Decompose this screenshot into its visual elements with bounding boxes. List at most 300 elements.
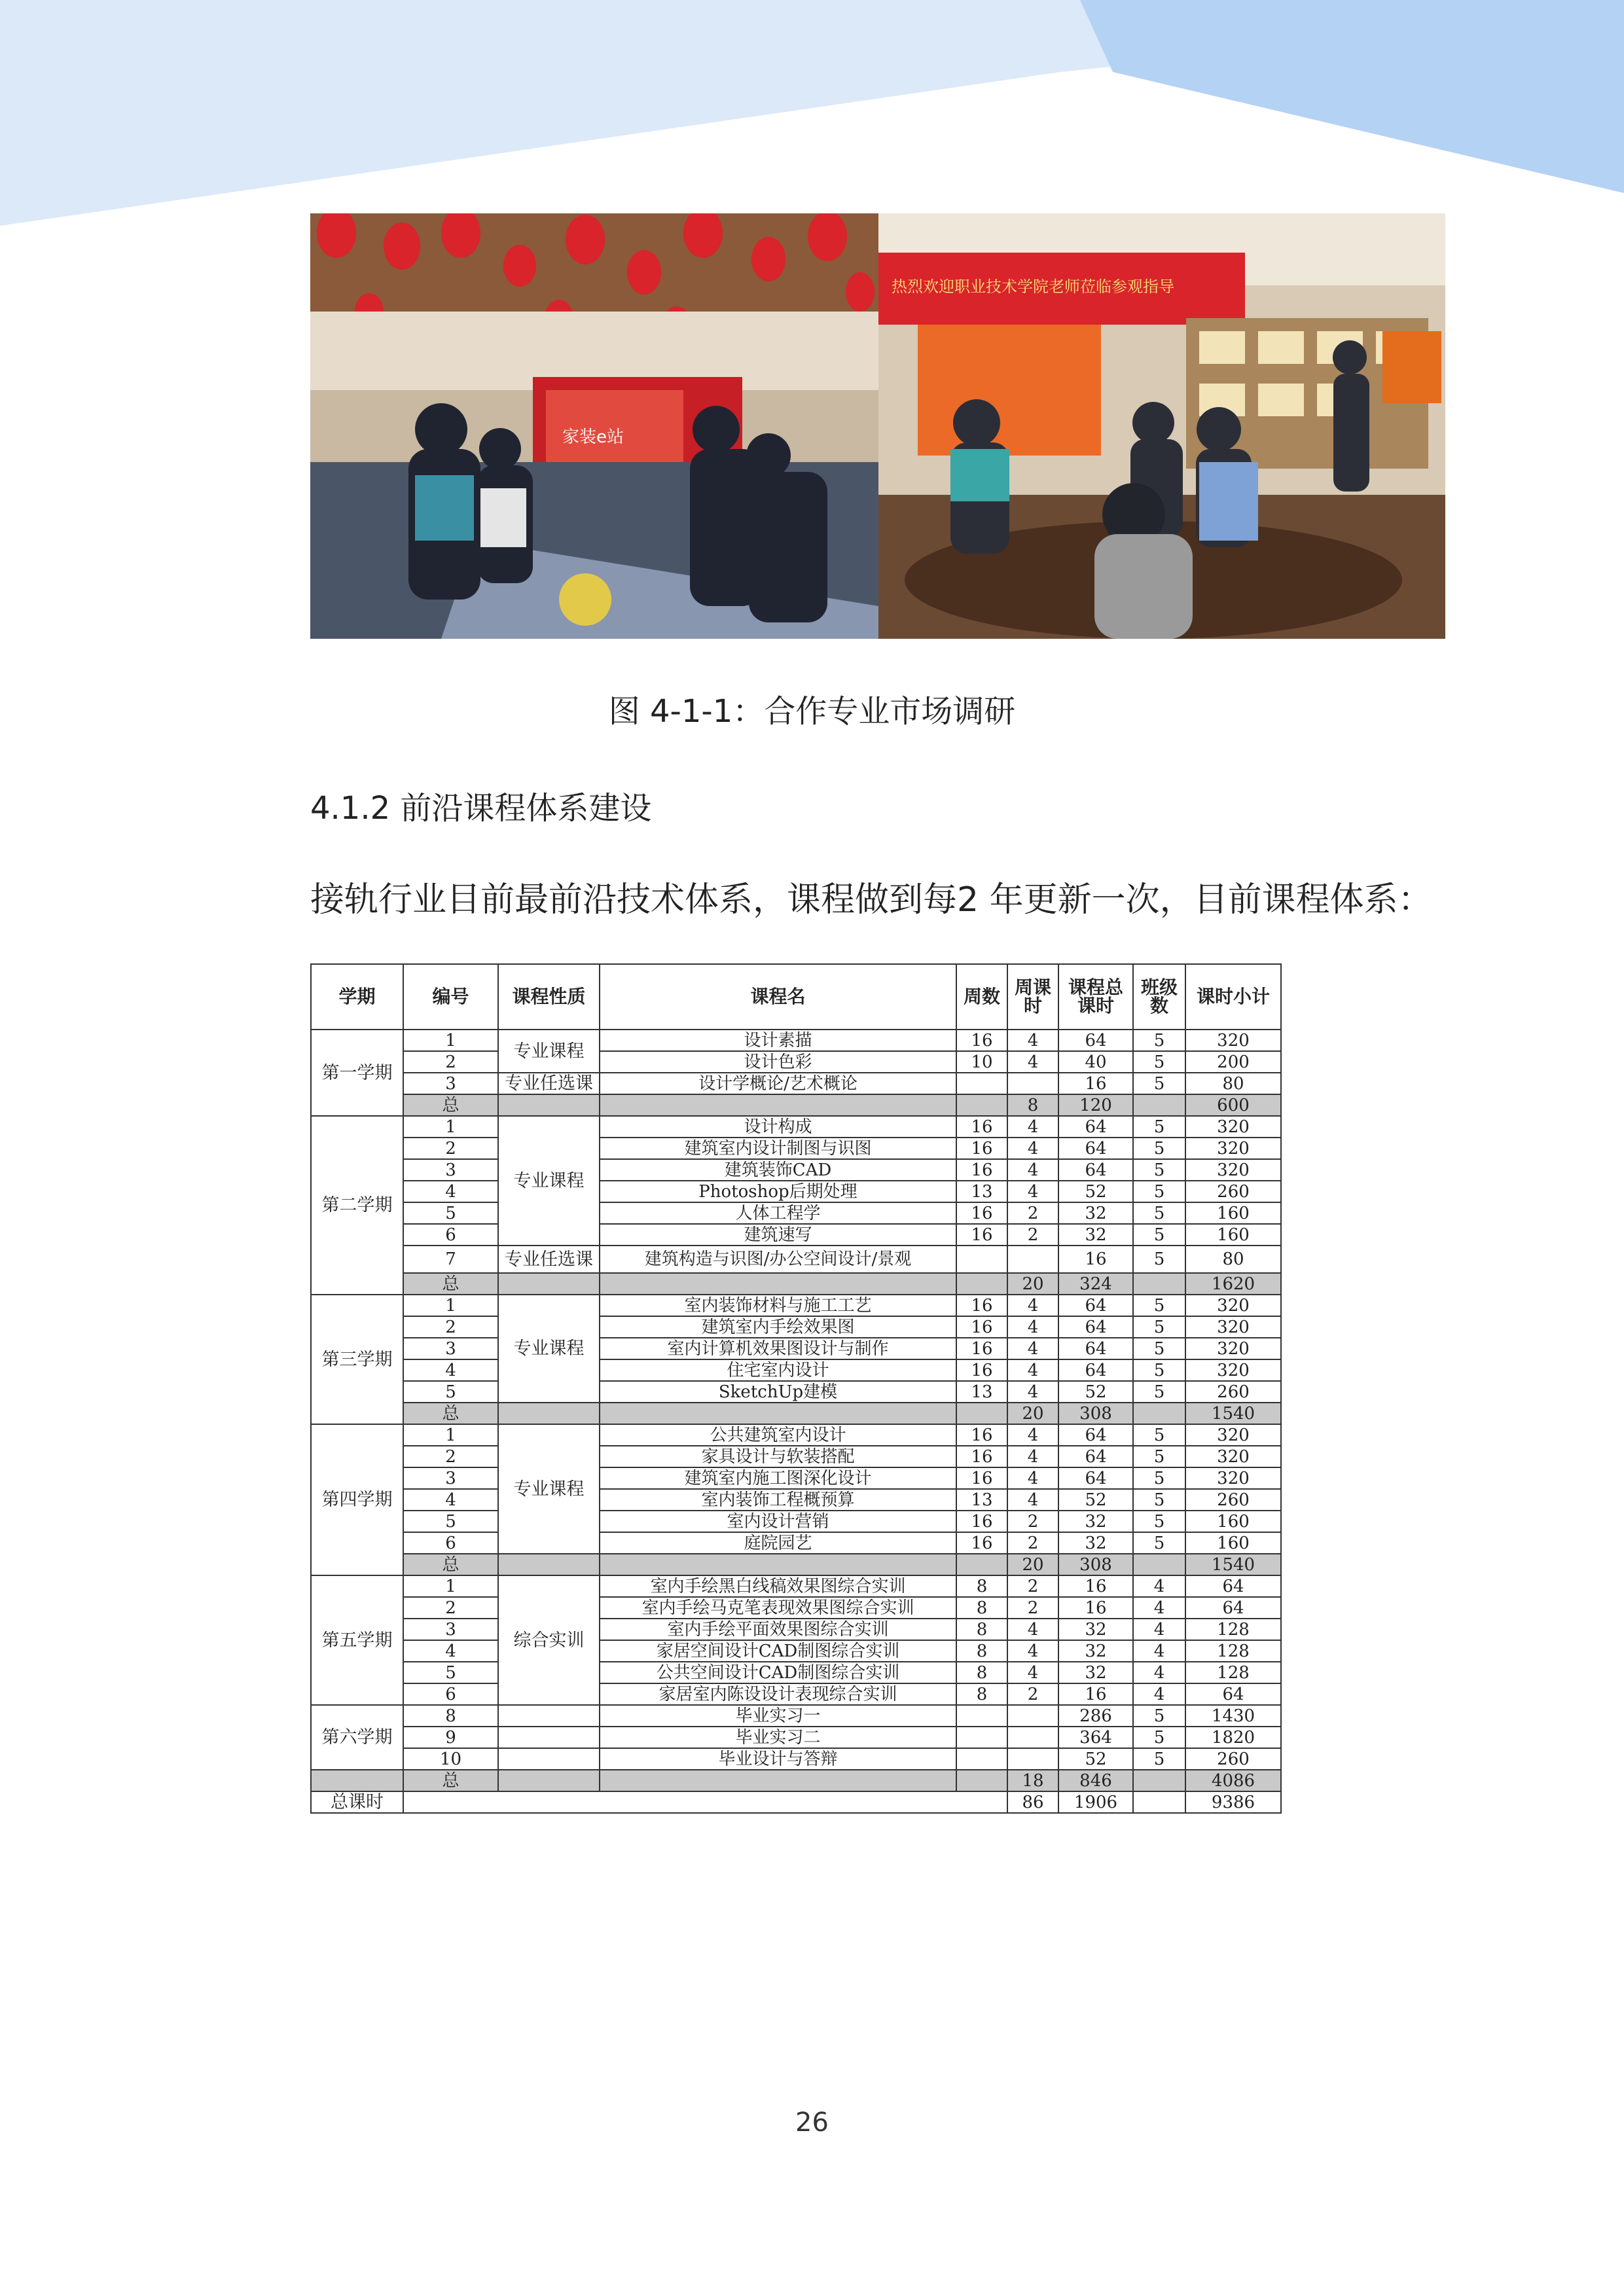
course-nature-cell: 专业课程 bbox=[498, 1030, 600, 1073]
cell-sub: 160 bbox=[1185, 1224, 1281, 1246]
cell-sub: 320 bbox=[1185, 1295, 1281, 1316]
summary-label: 总 bbox=[403, 1273, 498, 1295]
cell-sub: 80 bbox=[1185, 1073, 1281, 1094]
cell-total: 32 bbox=[1058, 1619, 1133, 1640]
cell-weeks bbox=[956, 1073, 1007, 1094]
semester-cell: 第五学期 bbox=[311, 1575, 403, 1705]
cell-wh: 4 bbox=[1007, 1316, 1058, 1338]
cell-weeks: 8 bbox=[956, 1619, 1007, 1640]
grand-total-hours: 1906 bbox=[1058, 1791, 1133, 1813]
summary-weekly-hours: 18 bbox=[1007, 1770, 1058, 1791]
cell-wh: 4 bbox=[1007, 1030, 1058, 1051]
cell-classes: 5 bbox=[1133, 1338, 1185, 1359]
header-total-hours: 课程总课时 bbox=[1058, 964, 1133, 1030]
table-row bbox=[311, 1662, 1281, 1683]
course-nature-cell: 专业课程 bbox=[498, 1116, 600, 1246]
table-row bbox=[311, 1619, 1281, 1640]
cell-weeks: 16 bbox=[956, 1138, 1007, 1159]
cell-course: 室内手绘马克笔表现效果图综合实训 bbox=[600, 1597, 956, 1619]
cell-classes: 4 bbox=[1133, 1683, 1185, 1705]
cell-weeks: 10 bbox=[956, 1051, 1007, 1073]
table-row bbox=[311, 1181, 1281, 1202]
cell-total: 32 bbox=[1058, 1202, 1133, 1224]
cell-weeks: 16 bbox=[956, 1116, 1007, 1138]
table-row bbox=[311, 1575, 1281, 1597]
cell-weeks: 16 bbox=[956, 1159, 1007, 1181]
cell-sub: 320 bbox=[1185, 1030, 1281, 1051]
cell-sub: 320 bbox=[1185, 1446, 1281, 1467]
course-number: 4 bbox=[403, 1640, 498, 1662]
cell-sub: 320 bbox=[1185, 1316, 1281, 1338]
header-weekly-hours: 周课时 bbox=[1007, 964, 1058, 1030]
cell-course: 设计构成 bbox=[600, 1116, 956, 1138]
cell-wh bbox=[1007, 1705, 1058, 1727]
cell-course: 建筑室内手绘效果图 bbox=[600, 1316, 956, 1338]
summary-weekly-hours: 20 bbox=[1007, 1273, 1058, 1295]
table-row bbox=[311, 1316, 1281, 1338]
summary-total-hours: 308 bbox=[1058, 1554, 1133, 1575]
cell-total: 40 bbox=[1058, 1051, 1133, 1073]
header-semester: 学期 bbox=[311, 964, 403, 1030]
cell-total: 32 bbox=[1058, 1640, 1133, 1662]
cell-total: 286 bbox=[1058, 1705, 1133, 1727]
figure-photos bbox=[310, 213, 1445, 639]
table-row bbox=[311, 1683, 1281, 1705]
semester-cell: 第三学期 bbox=[311, 1295, 403, 1424]
cell-classes: 5 bbox=[1133, 1073, 1185, 1094]
course-number: 2 bbox=[403, 1051, 498, 1073]
course-number: 4 bbox=[403, 1489, 498, 1511]
curriculum-table bbox=[310, 963, 1282, 1814]
cell-weeks: 16 bbox=[956, 1338, 1007, 1359]
section-heading: 4.1.2 前沿课程体系建设 bbox=[310, 790, 652, 827]
course-nature-cell bbox=[498, 1748, 600, 1770]
cell-classes: 5 bbox=[1133, 1446, 1185, 1467]
course-number: 7 bbox=[403, 1246, 498, 1273]
table-row bbox=[311, 1381, 1281, 1403]
intro-paragraph: 接轨行业目前最前沿技术体系，课程做到每2 年更新一次，目前课程体系： bbox=[310, 880, 1432, 920]
grand-total-empty bbox=[403, 1791, 1007, 1813]
cell-total: 32 bbox=[1058, 1224, 1133, 1246]
course-number: 2 bbox=[403, 1597, 498, 1619]
cell-classes: 5 bbox=[1133, 1246, 1185, 1273]
cell-classes: 4 bbox=[1133, 1640, 1185, 1662]
cell-weeks: 8 bbox=[956, 1683, 1007, 1705]
cell-weeks: 16 bbox=[956, 1467, 1007, 1489]
cell-course: 设计色彩 bbox=[600, 1051, 956, 1073]
course-nature-cell bbox=[498, 1705, 600, 1727]
cell-wh: 2 bbox=[1007, 1575, 1058, 1597]
summary-empty-cell bbox=[498, 1403, 600, 1424]
course-number: 5 bbox=[403, 1662, 498, 1683]
summary-empty-cell bbox=[956, 1770, 1007, 1791]
summary-weekly-hours: 20 bbox=[1007, 1403, 1058, 1424]
course-number: 4 bbox=[403, 1359, 498, 1381]
cell-total: 52 bbox=[1058, 1181, 1133, 1202]
cell-weeks: 13 bbox=[956, 1381, 1007, 1403]
curriculum-table-wrapper bbox=[310, 963, 1280, 1814]
cell-sub: 160 bbox=[1185, 1511, 1281, 1532]
cell-total: 364 bbox=[1058, 1727, 1133, 1748]
summary-empty-cell bbox=[498, 1770, 600, 1791]
cell-total: 16 bbox=[1058, 1073, 1133, 1094]
cell-classes: 5 bbox=[1133, 1202, 1185, 1224]
cell-classes: 5 bbox=[1133, 1051, 1185, 1073]
course-number: 1 bbox=[403, 1116, 498, 1138]
cell-classes: 5 bbox=[1133, 1748, 1185, 1770]
cell-wh: 4 bbox=[1007, 1295, 1058, 1316]
cell-wh: 2 bbox=[1007, 1532, 1058, 1554]
cell-total: 52 bbox=[1058, 1748, 1133, 1770]
summary-subtotal: 600 bbox=[1185, 1094, 1281, 1116]
cell-wh: 4 bbox=[1007, 1424, 1058, 1446]
cell-weeks: 13 bbox=[956, 1181, 1007, 1202]
cell-classes: 5 bbox=[1133, 1727, 1185, 1748]
cell-classes: 5 bbox=[1133, 1030, 1185, 1051]
cell-weeks: 16 bbox=[956, 1030, 1007, 1051]
summary-subtotal: 1540 bbox=[1185, 1403, 1281, 1424]
grand-total-subtotal: 9386 bbox=[1185, 1791, 1281, 1813]
cell-course: 公共建筑室内设计 bbox=[600, 1424, 956, 1446]
cell-course: 人体工程学 bbox=[600, 1202, 956, 1224]
cell-course: SketchUp建模 bbox=[600, 1381, 956, 1403]
cell-classes: 5 bbox=[1133, 1467, 1185, 1489]
course-number: 5 bbox=[403, 1202, 498, 1224]
cell-wh: 4 bbox=[1007, 1381, 1058, 1403]
course-number: 3 bbox=[403, 1619, 498, 1640]
cell-classes: 5 bbox=[1133, 1159, 1185, 1181]
photo-meeting-left bbox=[310, 213, 878, 639]
course-number: 2 bbox=[403, 1316, 498, 1338]
cell-total: 64 bbox=[1058, 1338, 1133, 1359]
course-nature-cell: 专业课程 bbox=[498, 1424, 600, 1554]
course-number: 4 bbox=[403, 1181, 498, 1202]
cell-sub: 200 bbox=[1185, 1051, 1281, 1073]
course-number: 3 bbox=[403, 1073, 498, 1094]
cell-total: 64 bbox=[1058, 1030, 1133, 1051]
course-number: 9 bbox=[403, 1727, 498, 1748]
cell-wh: 2 bbox=[1007, 1224, 1058, 1246]
cell-course: Photoshop后期处理 bbox=[600, 1181, 956, 1202]
course-number: 1 bbox=[403, 1424, 498, 1446]
cell-weeks: 16 bbox=[956, 1532, 1007, 1554]
summary-empty-cell bbox=[956, 1403, 1007, 1424]
summary-label: 总 bbox=[403, 1770, 498, 1791]
cell-weeks: 16 bbox=[956, 1446, 1007, 1467]
cell-sub: 160 bbox=[1185, 1532, 1281, 1554]
cell-classes: 5 bbox=[1133, 1511, 1185, 1532]
cell-sub: 320 bbox=[1185, 1467, 1281, 1489]
cell-course: 设计学概论/艺术概论 bbox=[600, 1073, 956, 1094]
summary-row bbox=[311, 1770, 1281, 1791]
cell-course: 家居室内陈设设计表现综合实训 bbox=[600, 1683, 956, 1705]
cell-weeks: 16 bbox=[956, 1224, 1007, 1246]
cell-total: 32 bbox=[1058, 1532, 1133, 1554]
cell-total: 32 bbox=[1058, 1662, 1133, 1683]
header-banner bbox=[0, 0, 1624, 236]
summary-empty-cell bbox=[956, 1273, 1007, 1295]
cell-course: 室内设计营销 bbox=[600, 1511, 956, 1532]
cell-course: 庭院园艺 bbox=[600, 1532, 956, 1554]
course-nature-cell: 综合实训 bbox=[498, 1575, 600, 1705]
cell-total: 16 bbox=[1058, 1246, 1133, 1273]
cell-classes: 5 bbox=[1133, 1381, 1185, 1403]
summary-empty-cell bbox=[600, 1094, 956, 1116]
cell-sub: 320 bbox=[1185, 1116, 1281, 1138]
table-row bbox=[311, 1073, 1281, 1094]
course-number: 2 bbox=[403, 1138, 498, 1159]
cell-sub: 64 bbox=[1185, 1683, 1281, 1705]
grand-total-weekly-hours: 86 bbox=[1007, 1791, 1058, 1813]
photo-meeting-right bbox=[878, 213, 1445, 639]
table-row bbox=[311, 1705, 1281, 1727]
grand-total-empty bbox=[1133, 1791, 1185, 1813]
header-subtotal: 课时小计 bbox=[1185, 964, 1281, 1030]
course-nature-cell: 专业课程 bbox=[498, 1295, 600, 1403]
cell-sub: 320 bbox=[1185, 1338, 1281, 1359]
header-number: 编号 bbox=[403, 964, 498, 1030]
cell-sub: 64 bbox=[1185, 1575, 1281, 1597]
cell-classes: 5 bbox=[1133, 1138, 1185, 1159]
cell-wh bbox=[1007, 1073, 1058, 1094]
cell-classes: 5 bbox=[1133, 1224, 1185, 1246]
cell-total: 52 bbox=[1058, 1489, 1133, 1511]
table-row bbox=[311, 1748, 1281, 1770]
cell-wh: 4 bbox=[1007, 1116, 1058, 1138]
summary-total-hours: 120 bbox=[1058, 1094, 1133, 1116]
summary-empty-cell bbox=[600, 1770, 956, 1791]
cell-classes: 5 bbox=[1133, 1489, 1185, 1511]
summary-row bbox=[311, 1094, 1281, 1116]
summary-empty-cell bbox=[1133, 1770, 1185, 1791]
cell-total: 64 bbox=[1058, 1116, 1133, 1138]
table-row bbox=[311, 1489, 1281, 1511]
course-nature-cell: 专业任选课 bbox=[498, 1246, 600, 1273]
cell-weeks bbox=[956, 1748, 1007, 1770]
summary-label: 总 bbox=[403, 1094, 498, 1116]
summary-empty-cell bbox=[498, 1094, 600, 1116]
semester-cell: 第六学期 bbox=[311, 1705, 403, 1770]
header-class-count: 班级数 bbox=[1133, 964, 1185, 1030]
cell-course: 毕业实习二 bbox=[600, 1727, 956, 1748]
cell-total: 16 bbox=[1058, 1597, 1133, 1619]
cell-course: 建筑速写 bbox=[600, 1224, 956, 1246]
cell-classes: 4 bbox=[1133, 1619, 1185, 1640]
cell-wh: 4 bbox=[1007, 1640, 1058, 1662]
summary-empty-cell bbox=[956, 1554, 1007, 1575]
cell-classes: 4 bbox=[1133, 1662, 1185, 1683]
cell-sub: 128 bbox=[1185, 1662, 1281, 1683]
figure-caption: 图 4-1-1：合作专业市场调研 bbox=[608, 693, 1016, 730]
summary-weekly-hours: 20 bbox=[1007, 1554, 1058, 1575]
cell-total: 64 bbox=[1058, 1316, 1133, 1338]
cell-classes: 5 bbox=[1133, 1424, 1185, 1446]
cell-classes: 5 bbox=[1133, 1532, 1185, 1554]
cell-sub: 80 bbox=[1185, 1246, 1281, 1273]
cell-classes: 4 bbox=[1133, 1597, 1185, 1619]
summary-empty-cell bbox=[956, 1094, 1007, 1116]
cell-total: 16 bbox=[1058, 1575, 1133, 1597]
summary-subtotal: 1620 bbox=[1185, 1273, 1281, 1295]
course-number: 1 bbox=[403, 1575, 498, 1597]
course-number: 5 bbox=[403, 1511, 498, 1532]
cell-weeks: 8 bbox=[956, 1662, 1007, 1683]
cell-classes: 4 bbox=[1133, 1575, 1185, 1597]
cell-weeks bbox=[956, 1246, 1007, 1273]
cell-wh: 4 bbox=[1007, 1051, 1058, 1073]
cell-sub: 260 bbox=[1185, 1181, 1281, 1202]
cell-total: 64 bbox=[1058, 1446, 1133, 1467]
table-row bbox=[311, 1446, 1281, 1467]
cell-weeks: 13 bbox=[956, 1489, 1007, 1511]
cell-wh: 2 bbox=[1007, 1597, 1058, 1619]
cell-course: 家居空间设计CAD制图综合实训 bbox=[600, 1640, 956, 1662]
cell-classes: 5 bbox=[1133, 1116, 1185, 1138]
table-row bbox=[311, 1138, 1281, 1159]
cell-wh: 2 bbox=[1007, 1202, 1058, 1224]
cell-course: 室内装饰材料与施工工艺 bbox=[600, 1295, 956, 1316]
cell-weeks: 16 bbox=[956, 1202, 1007, 1224]
cell-sub: 260 bbox=[1185, 1489, 1281, 1511]
cell-total: 32 bbox=[1058, 1511, 1133, 1532]
summary-total-hours: 308 bbox=[1058, 1403, 1133, 1424]
table-row bbox=[311, 1030, 1281, 1051]
cell-total: 64 bbox=[1058, 1295, 1133, 1316]
cell-course: 室内装饰工程概预算 bbox=[600, 1489, 956, 1511]
cell-course: 建筑构造与识图/办公空间设计/景观 bbox=[600, 1246, 956, 1273]
summary-empty-cell bbox=[1133, 1094, 1185, 1116]
cell-sub: 128 bbox=[1185, 1619, 1281, 1640]
table-row bbox=[311, 1224, 1281, 1246]
summary-row bbox=[311, 1273, 1281, 1295]
summary-empty-cell bbox=[1133, 1273, 1185, 1295]
cell-wh: 2 bbox=[1007, 1511, 1058, 1532]
cell-wh: 4 bbox=[1007, 1359, 1058, 1381]
summary-subtotal: 1540 bbox=[1185, 1554, 1281, 1575]
cell-wh: 4 bbox=[1007, 1181, 1058, 1202]
cell-sub: 1430 bbox=[1185, 1705, 1281, 1727]
cell-classes: 5 bbox=[1133, 1359, 1185, 1381]
cell-course: 公共空间设计CAD制图综合实训 bbox=[600, 1662, 956, 1683]
summary-empty-cell bbox=[311, 1770, 403, 1791]
course-number: 10 bbox=[403, 1748, 498, 1770]
cell-wh: 4 bbox=[1007, 1159, 1058, 1181]
grand-total-label: 总课时 bbox=[311, 1791, 403, 1813]
summary-row bbox=[311, 1403, 1281, 1424]
cell-wh: 4 bbox=[1007, 1338, 1058, 1359]
course-number: 1 bbox=[403, 1030, 498, 1051]
cell-sub: 128 bbox=[1185, 1640, 1281, 1662]
summary-weekly-hours: 8 bbox=[1007, 1094, 1058, 1116]
cell-weeks bbox=[956, 1727, 1007, 1748]
cell-total: 64 bbox=[1058, 1159, 1133, 1181]
header-weeks: 周数 bbox=[956, 964, 1007, 1030]
course-number: 3 bbox=[403, 1159, 498, 1181]
table-row bbox=[311, 1532, 1281, 1554]
course-number: 6 bbox=[403, 1683, 498, 1705]
course-number: 6 bbox=[403, 1532, 498, 1554]
cell-wh: 2 bbox=[1007, 1683, 1058, 1705]
cell-course: 室内手绘平面效果图综合实训 bbox=[600, 1619, 956, 1640]
cell-sub: 320 bbox=[1185, 1138, 1281, 1159]
course-number: 6 bbox=[403, 1224, 498, 1246]
cell-wh bbox=[1007, 1727, 1058, 1748]
cell-wh: 4 bbox=[1007, 1619, 1058, 1640]
summary-empty-cell bbox=[600, 1273, 956, 1295]
cell-weeks: 8 bbox=[956, 1640, 1007, 1662]
cell-total: 64 bbox=[1058, 1359, 1133, 1381]
course-nature-cell bbox=[498, 1727, 600, 1748]
course-number: 3 bbox=[403, 1467, 498, 1489]
cell-sub: 320 bbox=[1185, 1359, 1281, 1381]
cell-sub: 64 bbox=[1185, 1597, 1281, 1619]
cell-wh bbox=[1007, 1748, 1058, 1770]
cell-wh: 4 bbox=[1007, 1138, 1058, 1159]
table-row bbox=[311, 1640, 1281, 1662]
summary-subtotal: 4086 bbox=[1185, 1770, 1281, 1791]
cell-wh: 4 bbox=[1007, 1467, 1058, 1489]
cell-course: 毕业设计与答辩 bbox=[600, 1748, 956, 1770]
cell-sub: 260 bbox=[1185, 1748, 1281, 1770]
cell-course: 建筑室内设计制图与识图 bbox=[600, 1138, 956, 1159]
cell-classes: 5 bbox=[1133, 1295, 1185, 1316]
cell-course: 毕业实习一 bbox=[600, 1705, 956, 1727]
summary-empty-cell bbox=[498, 1273, 600, 1295]
table-row bbox=[311, 1159, 1281, 1181]
cell-sub: 320 bbox=[1185, 1424, 1281, 1446]
semester-cell: 第二学期 bbox=[311, 1116, 403, 1295]
cell-course: 设计素描 bbox=[600, 1030, 956, 1051]
summary-empty-cell bbox=[1133, 1403, 1185, 1424]
table-row bbox=[311, 1116, 1281, 1138]
cell-weeks: 8 bbox=[956, 1597, 1007, 1619]
table-row bbox=[311, 1295, 1281, 1316]
course-number: 1 bbox=[403, 1295, 498, 1316]
cell-sub: 160 bbox=[1185, 1202, 1281, 1224]
table-body bbox=[311, 1030, 1281, 1813]
summary-empty-cell bbox=[1133, 1554, 1185, 1575]
summary-row bbox=[311, 1554, 1281, 1575]
table-row bbox=[311, 1467, 1281, 1489]
cell-weeks bbox=[956, 1705, 1007, 1727]
semester-cell: 第一学期 bbox=[311, 1030, 403, 1116]
cell-course: 室内计算机效果图设计与制作 bbox=[600, 1338, 956, 1359]
cell-sub: 320 bbox=[1185, 1159, 1281, 1181]
photo-banner-text: 热烈欢迎职业技术学院老师莅临参观指导 bbox=[892, 278, 1174, 296]
course-number: 8 bbox=[403, 1705, 498, 1727]
table-row bbox=[311, 1424, 1281, 1446]
header-course-nature: 课程性质 bbox=[498, 964, 600, 1030]
summary-empty-cell bbox=[600, 1403, 956, 1424]
table-row bbox=[311, 1202, 1281, 1224]
cell-wh: 4 bbox=[1007, 1446, 1058, 1467]
cell-total: 16 bbox=[1058, 1683, 1133, 1705]
course-number: 5 bbox=[403, 1381, 498, 1403]
page-number: 26 bbox=[795, 2108, 829, 2138]
cell-sub: 1820 bbox=[1185, 1727, 1281, 1748]
table-header-row bbox=[311, 964, 1281, 1030]
cell-weeks: 16 bbox=[956, 1359, 1007, 1381]
semester-cell: 第四学期 bbox=[311, 1424, 403, 1575]
cell-course: 家具设计与软装搭配 bbox=[600, 1446, 956, 1467]
cell-classes: 5 bbox=[1133, 1181, 1185, 1202]
cell-wh: 4 bbox=[1007, 1662, 1058, 1683]
cell-total: 64 bbox=[1058, 1138, 1133, 1159]
cell-total: 52 bbox=[1058, 1381, 1133, 1403]
cell-weeks: 16 bbox=[956, 1295, 1007, 1316]
cell-wh bbox=[1007, 1246, 1058, 1273]
table-row bbox=[311, 1246, 1281, 1273]
